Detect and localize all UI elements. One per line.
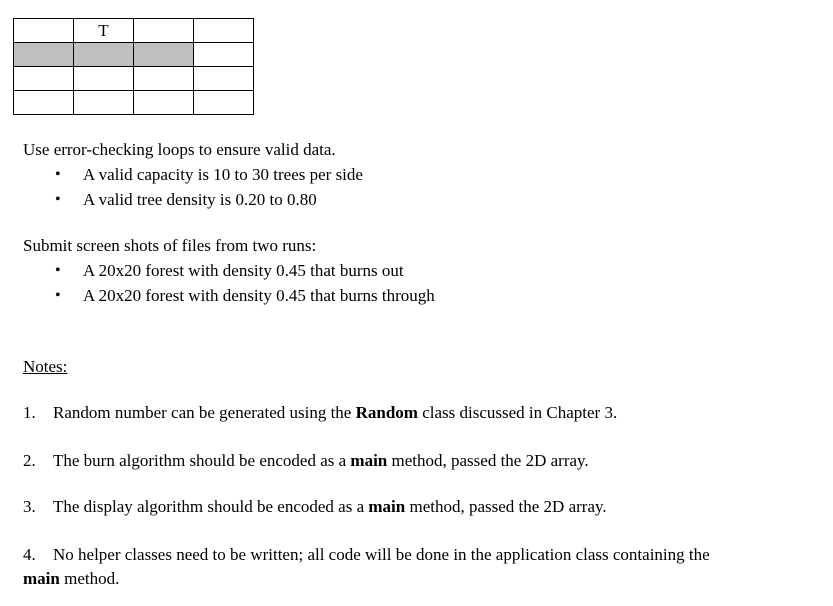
table-cell bbox=[194, 43, 254, 67]
note-text: class discussed in Chapter 3. bbox=[417, 403, 618, 422]
note-text: method, passed the 2D array. bbox=[387, 451, 589, 470]
note-bold-term: Random bbox=[355, 403, 418, 422]
submit-intro: Submit screen shots of files from two runs: bbox=[23, 236, 317, 255]
note-number: 4. bbox=[23, 545, 36, 564]
note-item bbox=[23, 497, 607, 517]
table-cell bbox=[134, 67, 194, 91]
list-item-text: A valid capacity is 10 to 30 trees per side bbox=[83, 165, 363, 184]
table-cell bbox=[14, 67, 74, 91]
note-item bbox=[23, 403, 617, 423]
table-cell bbox=[74, 67, 134, 91]
list-item bbox=[23, 286, 435, 311]
table-row bbox=[14, 43, 254, 67]
note-bold-term: main bbox=[368, 497, 406, 516]
list-item bbox=[23, 165, 363, 190]
table-cell-shaded bbox=[14, 43, 74, 67]
list-item bbox=[23, 261, 435, 286]
table-cell bbox=[194, 91, 254, 115]
note-bold-term: main bbox=[350, 451, 388, 470]
list-item bbox=[23, 190, 363, 215]
error-checking-intro: Use error-checking loops to ensure valid data. bbox=[23, 140, 336, 159]
note-text: Random number can be generated using the bbox=[53, 403, 356, 422]
error-checking-list bbox=[23, 165, 363, 215]
submit-list bbox=[23, 261, 435, 311]
note-text: method. bbox=[59, 569, 120, 588]
grid-table bbox=[13, 18, 254, 115]
table-cell bbox=[14, 19, 74, 43]
note-bold-term: main bbox=[23, 569, 60, 588]
note-text: No helper classes need to be written; all code will be done in the application class containing the bbox=[53, 545, 710, 564]
table-cell bbox=[194, 19, 254, 43]
list-item-text: A 20x20 forest with density 0.45 that burns through bbox=[83, 286, 435, 305]
notes-heading: Notes: bbox=[23, 357, 68, 376]
table-row bbox=[14, 91, 254, 115]
table-cell: T bbox=[74, 19, 134, 43]
table-cell bbox=[134, 91, 194, 115]
table-cell-shaded bbox=[74, 43, 134, 67]
table-cell bbox=[14, 91, 74, 115]
table-row bbox=[14, 19, 254, 43]
note-text: The burn algorithm should be encoded as a bbox=[53, 451, 351, 470]
bullet-icon: • bbox=[55, 262, 61, 279]
list-item-text: A valid tree density is 0.20 to 0.80 bbox=[83, 190, 317, 209]
note-number: 3. bbox=[23, 497, 36, 516]
table-cell bbox=[74, 91, 134, 115]
list-item-text: A 20x20 forest with density 0.45 that burns out bbox=[83, 261, 404, 280]
note-item bbox=[23, 451, 589, 471]
note-number: 1. bbox=[23, 403, 36, 422]
note-text: The display algorithm should be encoded as a bbox=[53, 497, 369, 516]
note-item bbox=[23, 543, 823, 591]
bullet-icon: • bbox=[55, 166, 61, 183]
bullet-icon: • bbox=[55, 287, 61, 304]
bullet-icon: • bbox=[55, 191, 61, 208]
table-cell bbox=[194, 67, 254, 91]
note-text: method, passed the 2D array. bbox=[405, 497, 607, 516]
note-number: 2. bbox=[23, 451, 36, 470]
table-cell bbox=[134, 19, 194, 43]
table-row bbox=[14, 67, 254, 91]
table-cell-shaded bbox=[134, 43, 194, 67]
